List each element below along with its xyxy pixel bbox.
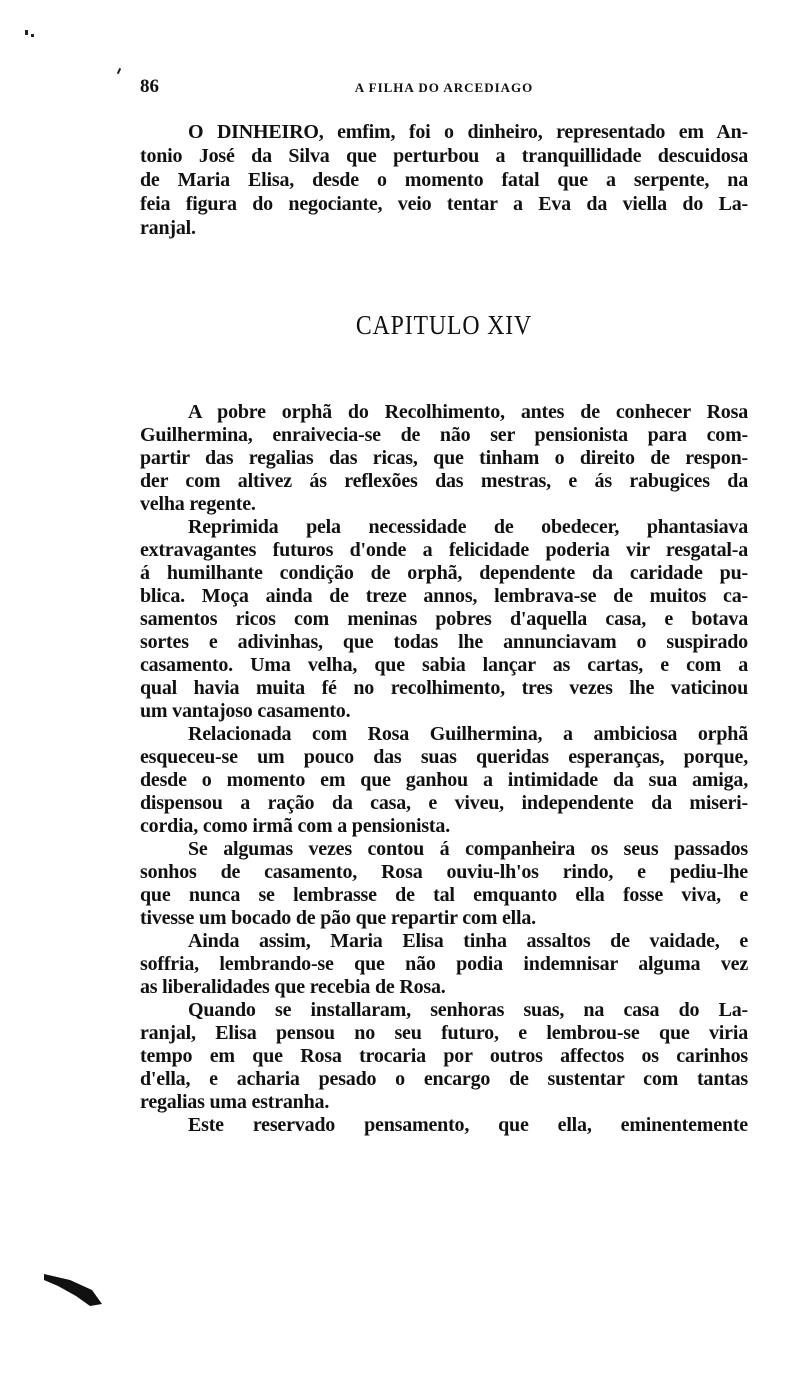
text-line: as liberalidades que recebia de Rosa. [140,976,446,998]
text-line: um vantajoso casamento. [140,700,351,722]
text-line: tonio José da Silva que perturbou a tranquillidade descuidosa [140,145,748,167]
text-line: Quando se installaram, senhoras suas, na casa do La- [188,999,748,1021]
text-line: sonhos de casamento, Rosa ouviu-lh'os rindo, e pediu-lhe [140,861,748,883]
text-line: Relacionada com Rosa Guilhermina, a ambiciosa orphã [188,723,748,745]
text-line: samentos ricos com meninas pobres d'aquella casa, e botava [140,608,748,630]
text-line: ranjal, Elisa pensou no seu futuro, e lembrou-se que viria [140,1022,748,1044]
text-line: der com altivez ás reflexões das mestras, e ás rabugices da [140,470,748,492]
text-line: Este reservado pensamento, que ella, eminentemente [188,1114,748,1136]
text-line: cordia, como irmã com a pensionista. [140,815,450,837]
text-line: tempo em que Rosa trocaria por outros affectos os carinhos [140,1045,748,1067]
scan-speck [117,68,121,74]
scan-speck [25,30,28,35]
text-line: A pobre orphã do Recolhimento, antes de conhecer Rosa [188,401,748,423]
text-line: blica. Moça ainda de treze annos, lembrava-se de muitos ca- [140,585,748,607]
text-line: O DINHEIRO, emfim, foi o dinheiro, representado em An- [188,121,748,143]
text-line: de Maria Elisa, desde o momento fatal que a serpente, na [140,169,748,191]
text-line: velha regente. [140,493,256,515]
chapter-text [140,401,748,1137]
text-line: á humilhante condição de orphã, dependente da caridade pu- [140,562,748,584]
text-line: desde o momento em que ganhou a intimidade da sua amiga, [140,769,748,791]
page-number: 86 [140,76,159,97]
scan-artifact-mark [40,1270,110,1310]
text-line: que nunca se lembrasse de tal emquanto ella fosse viva, e [140,884,748,906]
text-line: d'ella, e acharia pesado o encargo de sustentar com tantas [140,1068,748,1090]
text-line: ranjal. [140,217,196,239]
text-line: Ainda assim, Maria Elisa tinha assaltos de vaidade, e [188,930,748,952]
text-line: qual havia muita fé no recolhimento, tres vezes lhe vaticinou [140,677,748,699]
text-line: tivesse um bocado de pão que repartir com ella. [140,907,536,929]
running-title: A FILHA DO ARCEDIAGO [354,80,534,95]
scan-speck [31,34,34,37]
text-line: soffria, lembrando-se que não podia indemnisar alguma vez [140,953,748,975]
text-line: partir das regalias das ricas, que tinham o direito de respon- [140,447,748,469]
text-line: dispensou a ração da casa, e viveu, independente da miseri- [140,792,748,814]
opening-text [140,120,748,240]
text-line: regalias uma estranha. [140,1091,330,1113]
text-line: Se algumas vezes contou á companheira os seus passados [188,838,748,860]
text-line: casamento. Uma velha, que sabia lançar as cartas, e com a [140,654,748,676]
text-line: extravagantes futuros d'onde a felicidade poderia vir resgatal-a [140,539,748,561]
text-line: Guilhermina, enraivecia-se de não ser pensionista para com- [140,424,748,446]
text-line: sortes e adivinhas, que todas lhe annunciavam o suspirado [140,631,748,653]
text-line: Reprimida pela necessidade de obedecer, phantasiava [188,516,748,538]
text-line: esqueceu-se um pouco das suas queridas esperanças, porque, [140,746,748,768]
text-line: feia figura do negociante, veio tentar a Eva da viella do La- [140,193,748,215]
chapter-title: CAPITULO XIV [355,310,533,340]
